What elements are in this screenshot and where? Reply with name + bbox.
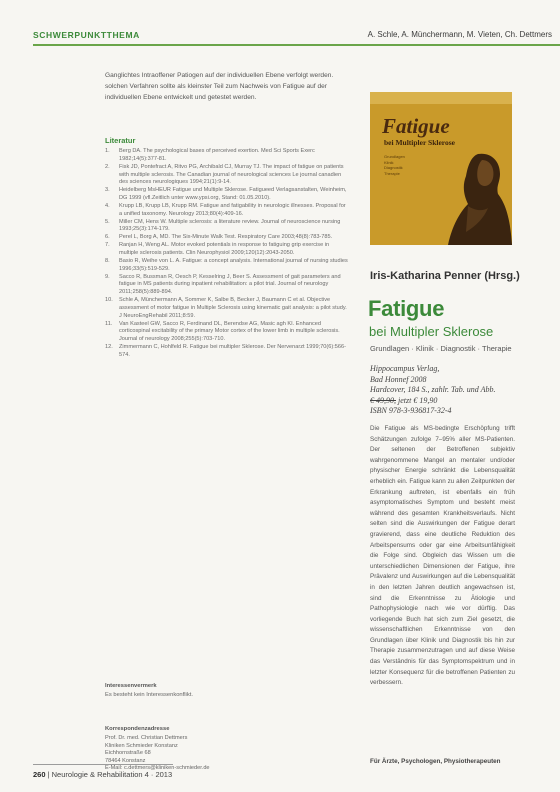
cover-keyword: Therapie [384, 170, 400, 176]
book-description: Die Fatigue als MS-bedingte Erschöpfung trifft Schätzungen zufolge 7–95% aller MS-Patienten. Der seltenen der Betroffenen subjektiv wahrgenommene Mangel an mentaler und/oder physischer Energie schränkt die Lebensqualität erheblich ein. Fatigue kann zu allen Zeitpunkten der Erkrankung auftreten, ist ebenfalls ein früh asymptomatisches Symptom und besteht meist während des gesamten Krankheitsverlaufs. Nicht selten sind die Auswirkungen der Fatigue derart gravierend, dass eine deutliche Reduktion des Arbeitspensums oder gar eine Arbeitsunfähigkeit die Folge sind. Obgleich das Wissen um die unterschiedlichen Dimensionen der Fatigue, ihre Prävalenz und Auswirkungen auf die Lebensqualität in den letzten Jahren deutlich angewachsen ist, sind die Erkenntnisse zu Ätiologie und Pathophysiologie nach wie vor dürftig. Das vorliegende Buch hat sich zum Ziel gesetzt, die wissenschaftlichen Erkenntnisse von den Grundlagen über Klinik und Diagnostik bis hin zur Therapie zusammenzutragen und auf diese Weise das Verständnis für das Symptomspektrum und in letzter Konsequenz für die betroffenen Patienten zu verbessern. [370, 425, 515, 687]
format: Hardcover, 184 S., zahlr. Tab. und Abb. [370, 385, 496, 395]
place-year: Bad Honnef 2008 [370, 374, 427, 384]
reference-list [105, 148, 349, 360]
reference-text: Perel L, Borg A, MD. The Six-Minute Walk Test. Respiratory Care 2003;48(8):783-785. [119, 234, 333, 241]
literature-heading: Literatur [105, 136, 136, 145]
reference-text: Fisk JD, Pontefract A, Ritvo PG, Archibald CJ, Murray TJ. The impact of fatigue on patients with multiple sclerosis. The Canadian journal of neurological sciences Le journal canadien des sciences neurologiques 1994;21(1):9-14. [119, 163, 344, 186]
book-title: Fatigue [368, 296, 445, 321]
cover-keywords [384, 154, 405, 176]
reference-item [105, 234, 349, 242]
cover-title: Fatigue [382, 114, 450, 138]
reference-number: 10. [105, 297, 113, 304]
reference-text: Berg DA. The psychological bases of perceived exertion. Med Sci Sports Exerc 1982;14(5):377-81. [119, 148, 315, 162]
address-line: Eichhornstraße 68 [105, 750, 151, 756]
reference-text: Van Kasteel GW, Sacco R, Ferdinand DL, Berendse AG, Masic agh KI. Enhanced corticospinal excitability of the primary Motor cortex of the lower limb in multiple sclerosis. Journal of neurology 2008;255(5):703-710. [119, 320, 340, 343]
reference-number: 9. [105, 273, 110, 280]
cover-keyword: Grundlagen [384, 154, 405, 159]
old-price: € 49,90, [370, 395, 396, 405]
reference-item [105, 258, 349, 274]
address-line: Prof. Dr. med. Christian Dettmers [105, 735, 188, 741]
address-line: Kliniken Schmieder Konstanz [105, 742, 178, 749]
reference-text: Heidelberg MsHEUR Fatigue und Multiple Sklerose. Fatigueed Verlagsanstalten, Weinheim, DG 1999 (vfl.Zeitlich unter www.ypsi.org, Stand: 01.05.2010). [119, 187, 347, 202]
reference-item [105, 344, 349, 360]
header-authors: A. Schle, A. Münchermann, M. Vieten, Ch. Dettmers [367, 30, 552, 39]
reference-text: Sacco R, Bussman R, Oesch P, Kesselring J, Beer S. Assessment of gait parameters and fatigue in MS patients during inpatient rehabilitation: a pilot trial. Journal of neurology 2011;258(5):889-894. [119, 273, 341, 296]
reference-number: 6. [105, 234, 110, 241]
publication-details [370, 364, 496, 417]
page-footer [33, 770, 172, 779]
journal-name: | Neurologie & Rehabilitation 4 · 2013 [47, 770, 173, 779]
section-label: SCHWERPUNKTTHEMA [33, 30, 140, 40]
reference-number: 12. [105, 344, 113, 351]
reference-number: 5. [105, 218, 110, 225]
reference-text: Basio R, Weihe von L. A. Fatigue: a concept analysis. International journal of nursing studies 1996;33(5):519-529. [119, 257, 348, 272]
reference-text: Zimmermann C, Hohlfeld R. Fatigue bei multipler Sklerose. Der Nervenarzt 1999;70(6):566-574. [119, 344, 346, 358]
address-line: 78464 Konstanz [105, 757, 146, 764]
reference-item [105, 242, 349, 258]
reference-text: Krupp LB, Krupp LB, Krupp RM. Fatigue and fatigability in neurologic illnesses. Proposal for a unified taxonomy. Neurology 2013;80(4):409-16. [119, 202, 346, 217]
target-audience: Für Ärzte, Psychologen, Physiotherapeuten [370, 758, 501, 765]
cover-sculpture-illustration [438, 146, 512, 245]
reference-item [105, 164, 349, 188]
page-number: 260 [33, 770, 46, 779]
reference-number: 8. [105, 257, 110, 264]
cover-subtitle: bei Multipler Sklerose [384, 138, 455, 147]
reference-text: Schle A, Münchermann A, Sommer K, Salbe B, Becker J, Baumann C et al. Objective assessment of motor fatigue in Multiple Sclerosis using kinematic gait analysis: a pilot study. J NeuroEngRehabil 2011;8:59. [119, 297, 347, 319]
book-topics: Grundlagen · Klinik · Diagnostik · Therapie [370, 344, 512, 353]
book-editor: Iris-Katharina Penner (Hrsg.) [370, 270, 520, 282]
cover-keyword: Diagnostik [384, 165, 403, 170]
reference-number: 4. [105, 202, 110, 209]
reference-text: Miller CM, Hens W. Multiple sclerosis: a literature review. Journal of neuroscience nursing 1993;25(3):174-179. [119, 218, 341, 233]
reference-item [105, 297, 349, 321]
email-address: E-Mail: c.dettmers@kliniken-schmieder.de [105, 765, 210, 771]
correspondence-title: Korrespondenzadresse [105, 726, 170, 732]
intro-paragraph: Ganglichtes Intraoffener Patiogen auf der individuellen Ebene verfolgt werden. solchen Verfahren sollte als kleinster Teil zum Nachweis von Fatigue auf der individuellen Ebene entwickelt und getestet werden. [105, 72, 334, 101]
book-subtitle: bei Multipler Sklerose [369, 324, 494, 339]
reference-item [105, 187, 349, 203]
reference-item [105, 203, 349, 219]
new-price: jetzt € 19,90 [398, 395, 438, 405]
conflict-of-interest-text: Es besteht kein Interessenkonflikt. [105, 692, 193, 698]
book-cover-image [370, 92, 512, 245]
conflict-of-interest-title: Interessenvermerk [105, 683, 157, 689]
reference-number: 7. [105, 242, 110, 249]
reference-item [105, 321, 349, 345]
price-line [370, 396, 496, 407]
reference-number: 3. [105, 187, 110, 194]
cover-band [370, 92, 512, 104]
reference-item [105, 274, 349, 298]
correspondence-address [105, 735, 345, 773]
cover-keyword: Klinik [384, 159, 394, 165]
publisher: Hippocampus Verlag, [370, 364, 440, 373]
reference-number: 1. [105, 148, 110, 154]
reference-number: 11. [105, 320, 113, 327]
footer-rule [33, 764, 173, 765]
isbn: ISBN 978-3-936817-32-4 [370, 406, 452, 416]
header-rule [33, 44, 560, 46]
format-price [370, 385, 496, 396]
reference-item [105, 148, 349, 164]
reference-item [105, 219, 349, 235]
reference-text: Ranjan H, Weng AL. Motor evoked potentials in response to fatiguing grip exercise in multiple sclerosis patients. Clin Neurophysiol 2009;120(12):2043-2050. [119, 242, 330, 256]
reference-number: 2. [105, 163, 110, 170]
